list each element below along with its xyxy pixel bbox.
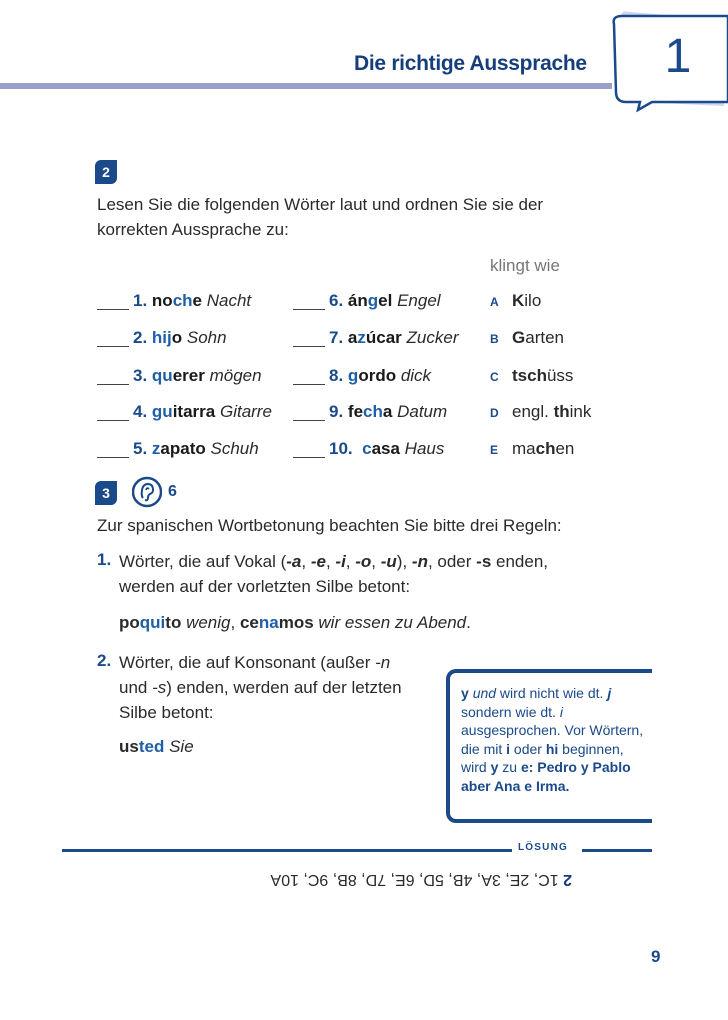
- word-item: 9. fecha Datum: [329, 402, 448, 421]
- sound-example: engl. think: [512, 402, 592, 421]
- sound-letter: D: [490, 406, 499, 420]
- chapter-speech-bubble: [600, 6, 728, 116]
- answer-blank[interactable]: [97, 420, 129, 421]
- rule-2-example: usted Sie: [119, 737, 194, 756]
- word-item: 7. azúcar Zucker: [329, 328, 459, 347]
- sound-example: tschüss: [512, 366, 574, 385]
- exercise-badge-3: 3: [95, 481, 117, 505]
- word-item: 1. noche Nacht: [133, 291, 252, 310]
- solution-label: LÖSUNG: [518, 842, 568, 853]
- sound-letter: C: [490, 370, 499, 384]
- sound-letter: A: [490, 295, 499, 309]
- answer-blank[interactable]: [293, 384, 325, 385]
- word-item: 8. gordo dick: [329, 366, 432, 385]
- page-number: 9: [651, 947, 661, 966]
- sound-example: machen: [512, 439, 575, 458]
- word-item: 4. guitarra Gitarre: [133, 402, 272, 421]
- sound-example: Kilo: [512, 291, 542, 310]
- word-item: 10. casa Haus: [329, 439, 445, 458]
- solution-answers-upside-down: 2 1C, 2E, 3A, 4B, 5D, 6E, 7D, 8B, 9C, 10A: [270, 871, 572, 888]
- rules-intro: Zur spanischen Wortbetonung beachten Sie bitte drei Regeln:: [97, 516, 562, 535]
- exercise-instruction: Lesen Sie die folgenden Wörter laut und ordnen Sie sie der korrekten Aussprache zu:: [97, 195, 544, 239]
- answer-blank[interactable]: [293, 457, 325, 458]
- header-rule: [0, 83, 612, 89]
- word-item: 5. zapato Schuh: [133, 439, 259, 458]
- answer-blank[interactable]: [97, 457, 129, 458]
- answer-blank[interactable]: [293, 346, 325, 347]
- sound-example: Garten: [512, 328, 564, 347]
- rule-2-number: 2.: [97, 651, 112, 670]
- exercise-badge-2: 2: [95, 160, 117, 184]
- rule-1-number: 1.: [97, 550, 112, 569]
- audio-ear-icon: [132, 476, 162, 508]
- answer-blank[interactable]: [293, 420, 325, 421]
- solution-rule-right: [582, 849, 652, 852]
- rule-2-line-1: Wörter, die auf Konsonant (außer -n: [119, 653, 391, 672]
- page-title: Die richtige Aussprache: [354, 52, 587, 75]
- sound-letter: E: [490, 443, 499, 457]
- rule-1-line-1: Wörter, die auf Vokal (-a, -e, -i, -o, -u), -n, oder -s enden,: [119, 552, 549, 571]
- answer-blank[interactable]: [97, 309, 129, 310]
- sound-letter: B: [490, 332, 499, 346]
- chapter-number: 1: [664, 30, 692, 83]
- rule-2-line-3: Silbe betont:: [119, 703, 214, 722]
- answer-blank[interactable]: [97, 384, 129, 385]
- rule-2-line-2: und -s) enden, werden auf der letzten: [119, 678, 402, 697]
- rule-1-line-2: werden auf der vorletzten Silbe betont:: [119, 577, 411, 596]
- word-item: 2. hijo Sohn: [133, 328, 227, 347]
- word-item: 3. querer mögen: [133, 366, 262, 385]
- audio-track-number: 6: [168, 483, 177, 500]
- info-box-text: y und wird nicht wie dt. j sondern wie dt. i ausgesprochen. Vor Wörtern, die mit i oder hi beginnen, wird y zu e: Pedro y Pablo aber Ana e Irma.: [461, 685, 644, 794]
- answer-blank[interactable]: [293, 309, 325, 310]
- solution-rule-left: [62, 849, 512, 852]
- rule-1-example: poquito wenig, cenamos wir essen zu Abend.: [119, 613, 471, 632]
- sound-column-header: klingt wie: [490, 256, 560, 275]
- word-item: 6. ángel Engel: [329, 291, 441, 310]
- answer-blank[interactable]: [97, 346, 129, 347]
